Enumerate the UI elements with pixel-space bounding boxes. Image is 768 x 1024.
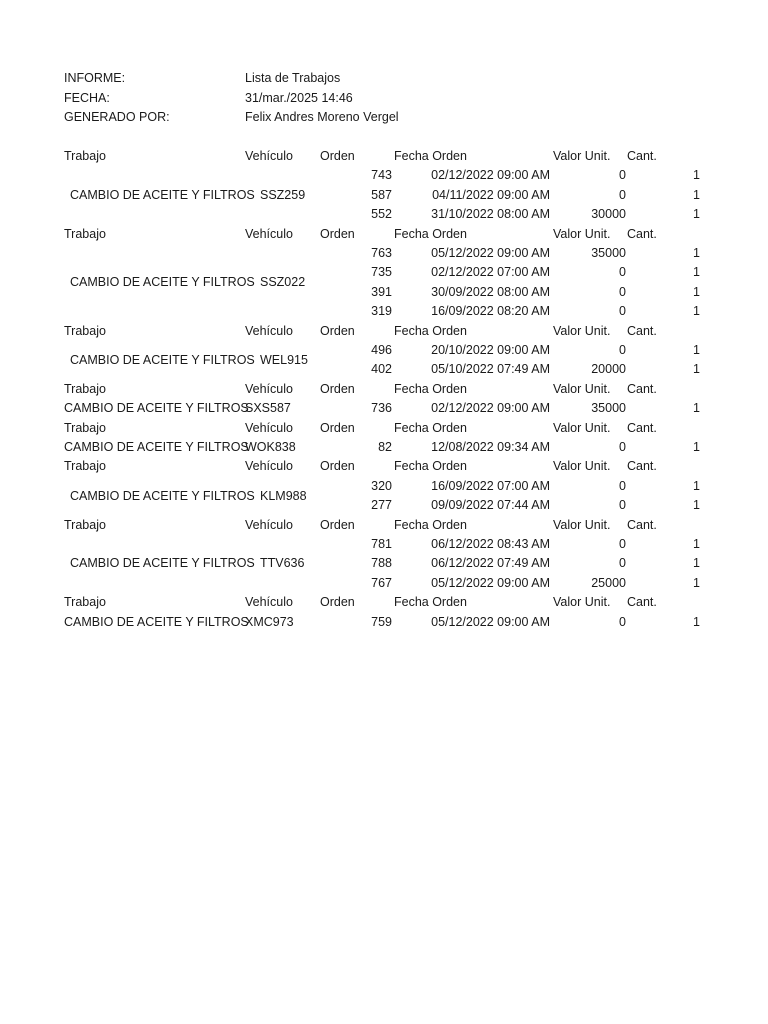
col-header-orden: Orden [320,595,355,610]
col-header-orden: Orden [320,149,355,163]
valor-cell: 0 [619,537,626,551]
fecha-cell: 16/09/2022 07:00 AM [431,478,550,493]
col-header-fecha: Fecha Orden [394,459,467,474]
orden-cell: 277 [371,498,392,513]
cant-cell: 1 [693,498,700,513]
valor-cell: 0 [619,187,626,202]
vehiculo-cell: TTV636 [260,556,305,571]
col-header-fecha: Fecha Orden [394,323,467,338]
cant-cell: 1 [693,246,700,260]
fecha-cell: 02/12/2022 09:00 AM [431,168,550,183]
col-header-vehiculo: Vehículo [245,323,293,338]
col-header-trabajo: Trabajo [64,226,106,241]
col-header-orden: Orden [320,420,355,435]
valor-cell: 20000 [591,362,626,377]
col-header-vehiculo: Vehículo [245,517,293,532]
generado-label: GENERADO POR: [64,110,170,124]
informe-label: INFORME: [64,71,126,85]
col-header-valor: Valor Unit. [553,459,611,474]
col-header-cant: Cant. [627,595,657,610]
fecha-cell: 05/12/2022 09:00 AM [431,246,550,260]
cant-cell: 1 [693,478,700,493]
vehiculo-cell: SSZ022 [260,275,306,290]
col-header-orden: Orden [320,459,355,474]
cant-cell: 1 [693,304,700,319]
valor-cell: 35000 [591,401,626,416]
vehiculo-cell: SXS587 [245,401,291,416]
fecha-cell: 05/12/2022 09:00 AM [431,575,550,590]
col-header-trabajo: Trabajo [64,149,106,163]
col-header-vehiculo: Vehículo [245,149,293,163]
orden-cell: 735 [371,265,392,280]
orden-cell: 743 [371,168,392,183]
col-header-fecha: Fecha Orden [394,595,467,610]
valor-cell: 0 [619,265,626,280]
col-header-cant: Cant. [627,226,657,241]
col-header-cant: Cant. [627,517,657,532]
informe-value: Lista de Trabajos [245,71,341,85]
fecha-cell: 16/09/2022 08:20 AM [431,304,550,319]
col-header-valor: Valor Unit. [553,595,611,610]
fecha-value: 31/mar./2025 14:46 [245,91,353,105]
col-header-trabajo: Trabajo [64,595,106,610]
fecha-cell: 09/09/2022 07:44 AM [431,498,550,513]
valor-cell: 0 [619,556,626,571]
vehiculo-cell: WEL915 [260,352,308,367]
vehiculo-cell: KLM988 [260,488,307,503]
trabajo-cell: CAMBIO DE ACEITE Y FILTROS [64,614,249,629]
trabajo-cell: CAMBIO DE ACEITE Y FILTROS [70,187,255,202]
valor-cell: 0 [619,168,626,183]
cant-cell: 1 [693,556,700,571]
valor-cell: 0 [619,304,626,319]
fecha-cell: 06/12/2022 07:49 AM [431,556,550,571]
valor-cell: 0 [619,478,626,493]
col-header-orden: Orden [320,323,355,338]
cant-cell: 1 [693,187,700,202]
generado-value: Felix Andres Moreno Vergel [245,110,399,124]
trabajo-cell: CAMBIO DE ACEITE Y FILTROS [64,401,249,416]
fecha-cell: 12/08/2022 09:34 AM [431,440,550,454]
trabajo-cell: CAMBIO DE ACEITE Y FILTROS [70,556,255,571]
orden-cell: 763 [371,246,392,260]
fecha-cell: 04/11/2022 09:00 AM [432,187,550,202]
col-header-trabajo: Trabajo [64,323,106,338]
fecha-cell: 05/12/2022 09:00 AM [431,614,550,629]
col-header-vehiculo: Vehículo [245,226,293,241]
orden-cell: 552 [371,207,392,222]
orden-cell: 788 [371,556,392,571]
col-header-valor: Valor Unit. [553,226,611,241]
valor-cell: 0 [619,440,626,454]
col-header-orden: Orden [320,381,355,396]
trabajo-cell: CAMBIO DE ACEITE Y FILTROS [70,275,255,290]
col-header-fecha: Fecha Orden [394,420,467,435]
fecha-label: FECHA: [64,91,110,105]
cant-cell: 1 [693,207,700,222]
valor-cell: 35000 [591,246,626,260]
trabajo-cell: CAMBIO DE ACEITE Y FILTROS [64,440,249,454]
col-header-cant: Cant. [627,459,657,474]
col-header-trabajo: Trabajo [64,517,106,532]
fecha-cell: 02/12/2022 09:00 AM [431,401,550,416]
valor-cell: 25000 [591,575,626,590]
orden-cell: 781 [371,537,392,551]
cant-cell: 1 [693,168,700,183]
cant-cell: 1 [693,265,700,280]
orden-cell: 496 [371,343,392,357]
col-header-vehiculo: Vehículo [245,420,293,435]
col-header-fecha: Fecha Orden [394,517,467,532]
orden-cell: 319 [371,304,392,319]
col-header-trabajo: Trabajo [64,420,106,435]
col-header-orden: Orden [320,517,355,532]
cant-cell: 1 [693,614,700,629]
orden-cell: 736 [371,401,392,416]
col-header-cant: Cant. [627,420,657,435]
orden-cell: 759 [371,614,392,629]
fecha-cell: 31/10/2022 08:00 AM [431,207,550,222]
orden-cell: 402 [371,362,392,377]
col-header-valor: Valor Unit. [553,323,611,338]
col-header-orden: Orden [320,226,355,241]
col-header-trabajo: Trabajo [64,381,106,396]
vehiculo-cell: XMC973 [245,614,294,629]
col-header-valor: Valor Unit. [553,420,611,435]
cant-cell: 1 [693,284,700,299]
col-header-vehiculo: Vehículo [245,459,293,474]
orden-cell: 391 [371,284,392,299]
cant-cell: 1 [693,537,700,551]
col-header-vehiculo: Vehículo [245,381,293,396]
fecha-cell: 05/10/2022 07:49 AM [431,362,550,377]
cant-cell: 1 [693,362,700,377]
col-header-cant: Cant. [627,323,657,338]
valor-cell: 0 [619,343,626,357]
valor-cell: 0 [619,614,626,629]
orden-cell: 320 [371,478,392,493]
vehiculo-cell: SSZ259 [260,187,306,202]
col-header-trabajo: Trabajo [64,459,106,474]
trabajo-cell: CAMBIO DE ACEITE Y FILTROS [70,352,255,367]
valor-cell: 0 [619,284,626,299]
orden-cell: 767 [371,575,392,590]
trabajo-cell: CAMBIO DE ACEITE Y FILTROS [70,488,255,503]
col-header-fecha: Fecha Orden [394,226,467,241]
col-header-vehiculo: Vehículo [245,595,293,610]
fecha-cell: 02/12/2022 07:00 AM [431,265,550,280]
orden-cell: 587 [371,187,392,202]
cant-cell: 1 [693,401,700,416]
fecha-cell: 30/09/2022 08:00 AM [431,284,550,299]
col-header-valor: Valor Unit. [553,149,611,163]
col-header-fecha: Fecha Orden [394,381,467,396]
cant-cell: 1 [693,575,700,590]
vehiculo-cell: WOK838 [245,440,296,454]
cant-cell: 1 [693,440,700,454]
cant-cell: 1 [693,343,700,357]
col-header-valor: Valor Unit. [553,381,611,396]
fecha-cell: 06/12/2022 08:43 AM [431,537,550,551]
fecha-cell: 20/10/2022 09:00 AM [431,343,550,357]
orden-cell: 82 [378,440,392,454]
col-header-valor: Valor Unit. [553,517,611,532]
col-header-cant: Cant. [627,149,657,163]
col-header-fecha: Fecha Orden [394,149,467,163]
valor-cell: 30000 [591,207,626,222]
valor-cell: 0 [619,498,626,513]
col-header-cant: Cant. [627,381,657,396]
